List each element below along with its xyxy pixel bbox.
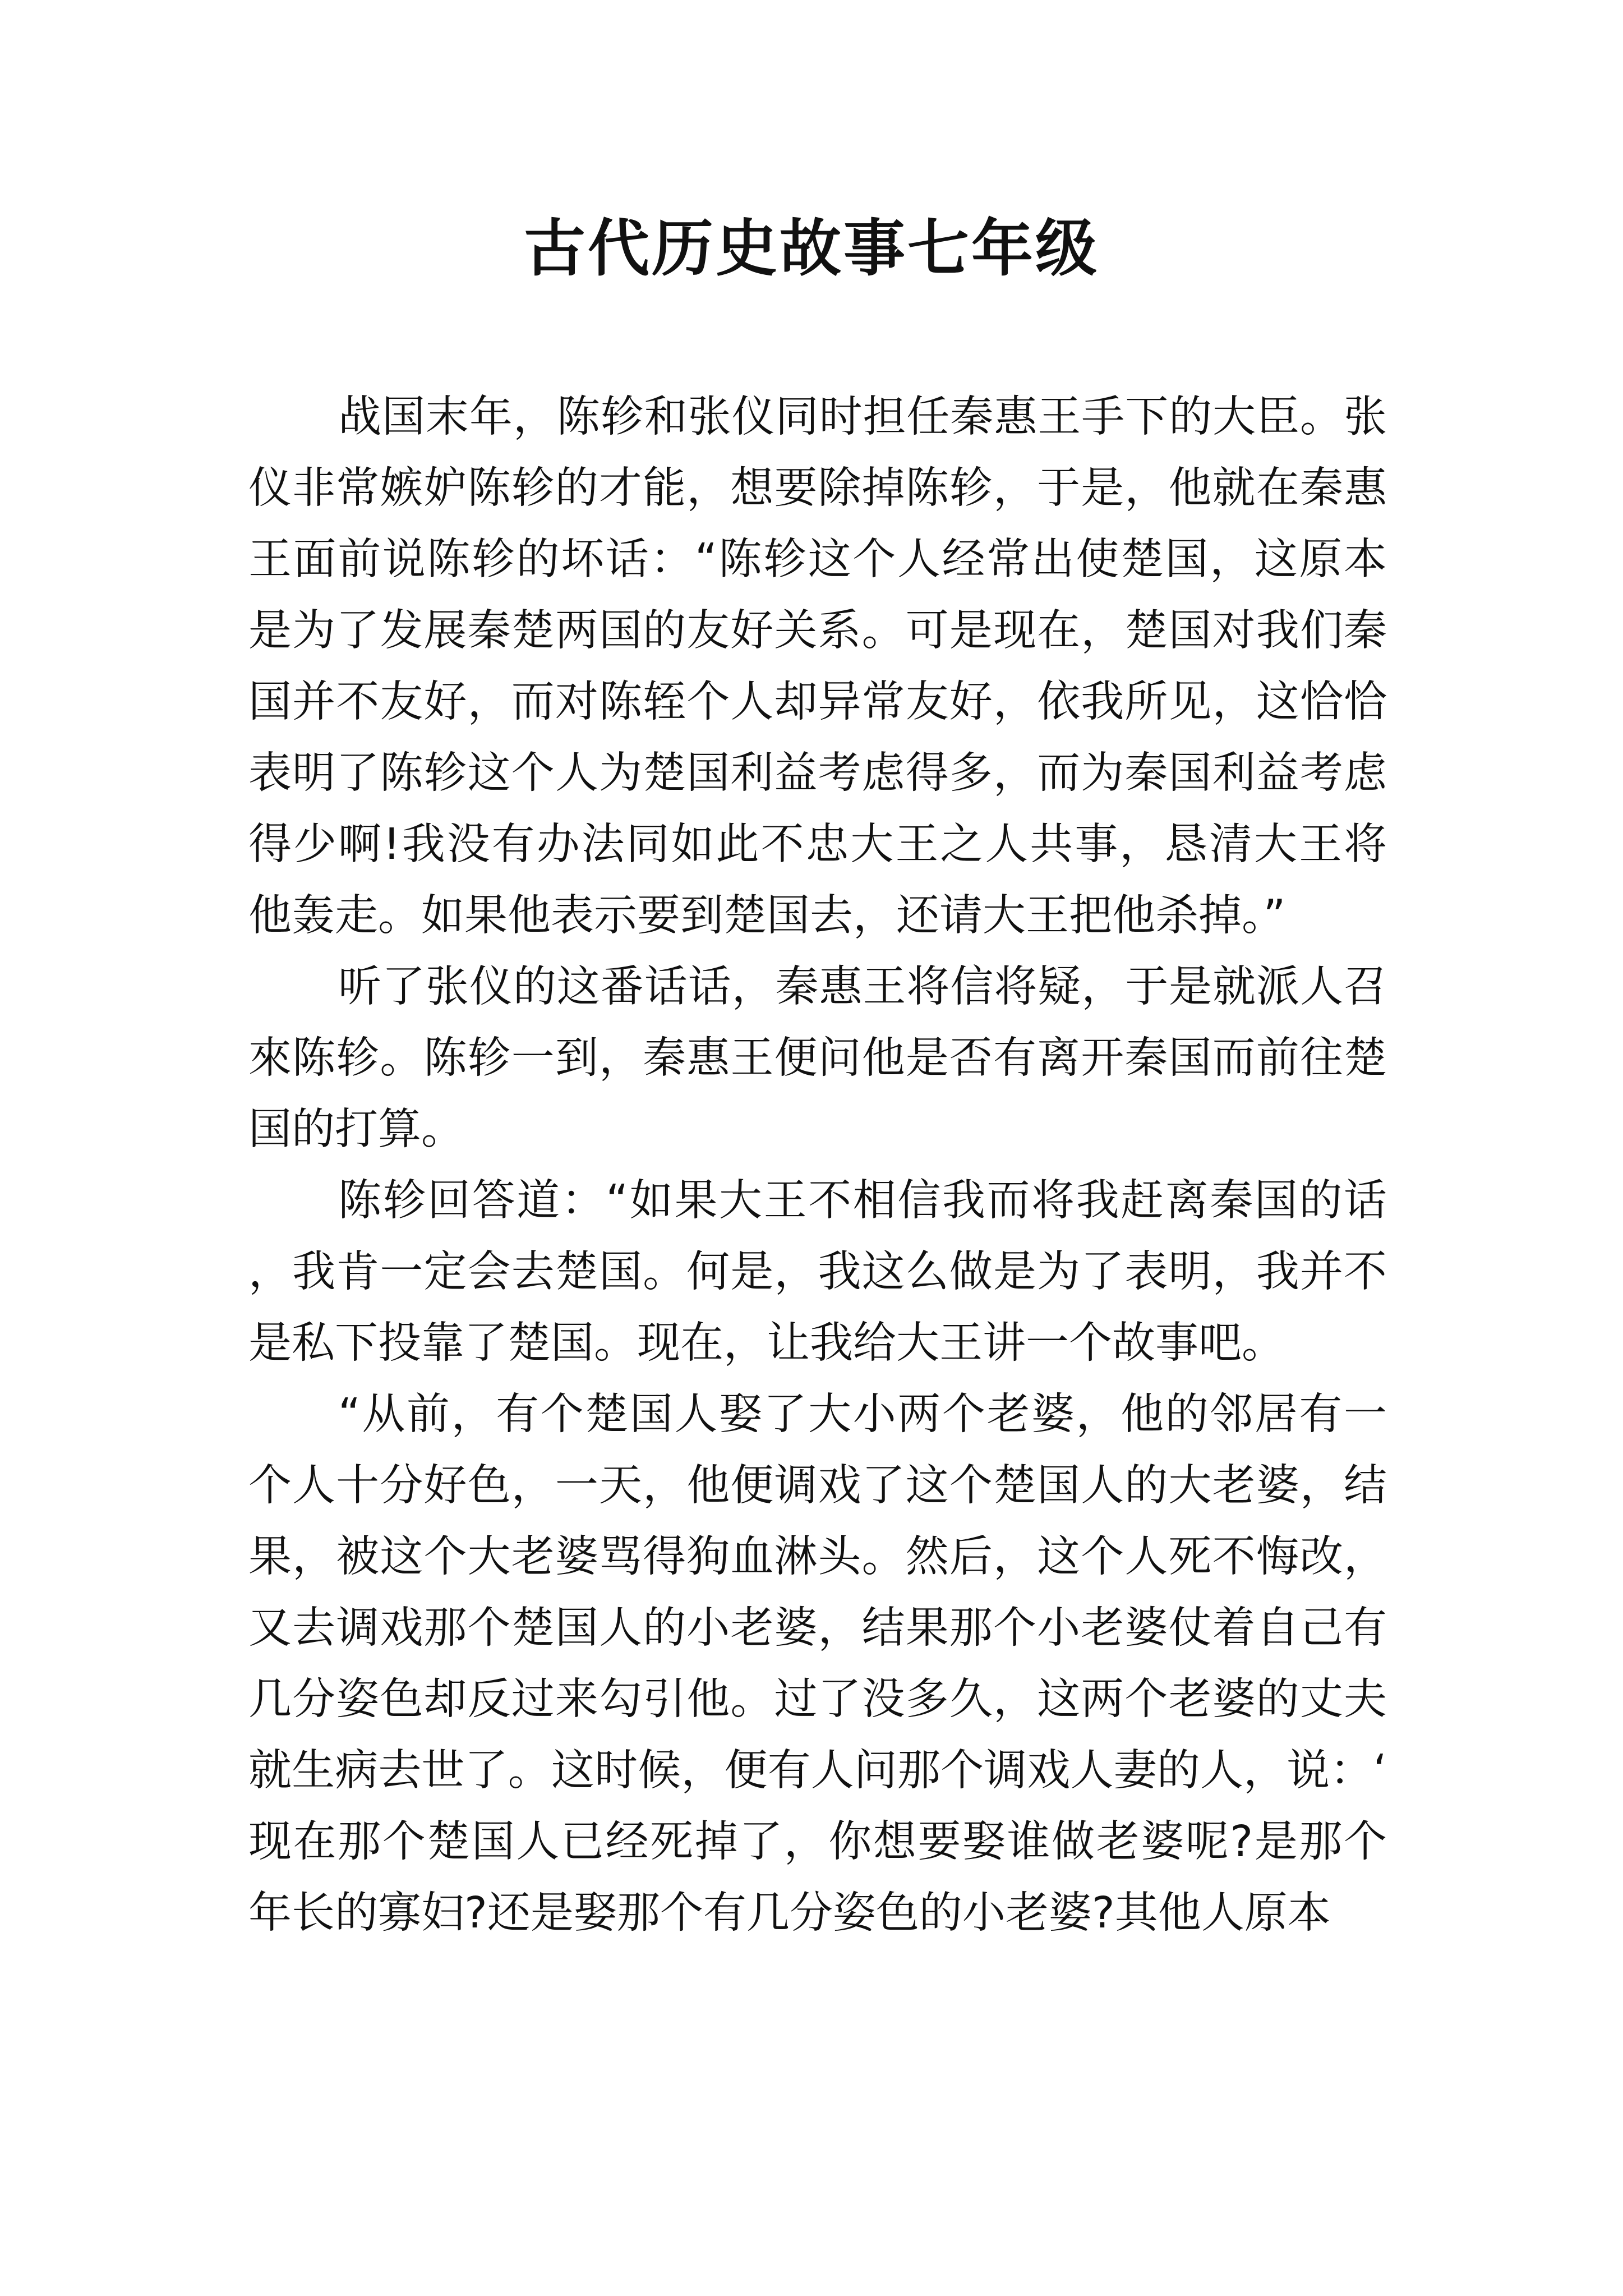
paragraph: 听了张仪的这番话话，秦惠王将信将疑，于是就派人召來陈轸。陈轸一到，秦惠王便问他是否有离开秦国而前往楚国的打算。	[248, 962, 1387, 1154]
document-title: 古代历史故事七年级	[524, 212, 1099, 284]
paragraph: “从前，有个楚国人娶了大小两个老婆，他的邻居有一个人十分好色，一天，他便调戏了这个楚国人的大老婆，结果，被这个大老婆骂得狗血淋头。然后，这个人死不悔改，又去调戏那个楚国人的小老婆，结果那个小老婆仗着自己有几分姿色却反过来勾引他。过了没多久，这两个老婆的丈夫就生病去世了。这时候，便有人问那个调戏人妻的人，说：‘现在那个楚国人已经死掉了，你想要娶谁做老婆呢?是那个年长的寡妇?还是娶那个有几分姿色的小老婆?其他人原本	[248, 1389, 1387, 1938]
paragraph: 陈轸回答道：“如果大王不相信我而将我赶离秦国的话，我肯一定会去楚国。何是，我这么做是为了表明，我并不是私下投靠了楚国。现在，让我给大王讲一个故事吧。	[248, 1176, 1387, 1368]
document-body	[248, 381, 1387, 1949]
paragraph: 战国末年，陈轸和张仪同时担任秦惠王手下的大臣。张仪非常嫉妒陈轸的才能，想要除掉陈轸，于是，他就在秦惠王面前说陈轸的坏话：“陈轸这个人经常出使楚国，这原本是为了发展秦楚两国的友好关系。可是现在，楚国对我们秦国并不友好，而对陈轾个人却异常友好，依我所见，这恰恰表明了陈轸这个人为楚国利益考虑得多，而为秦国利益考虑得少啊!我没有办法同如此不忠大王之人共事，恳清大王将他轰走。如果他表示要到楚国去，还请大王把他杀掉。”	[248, 392, 1387, 941]
